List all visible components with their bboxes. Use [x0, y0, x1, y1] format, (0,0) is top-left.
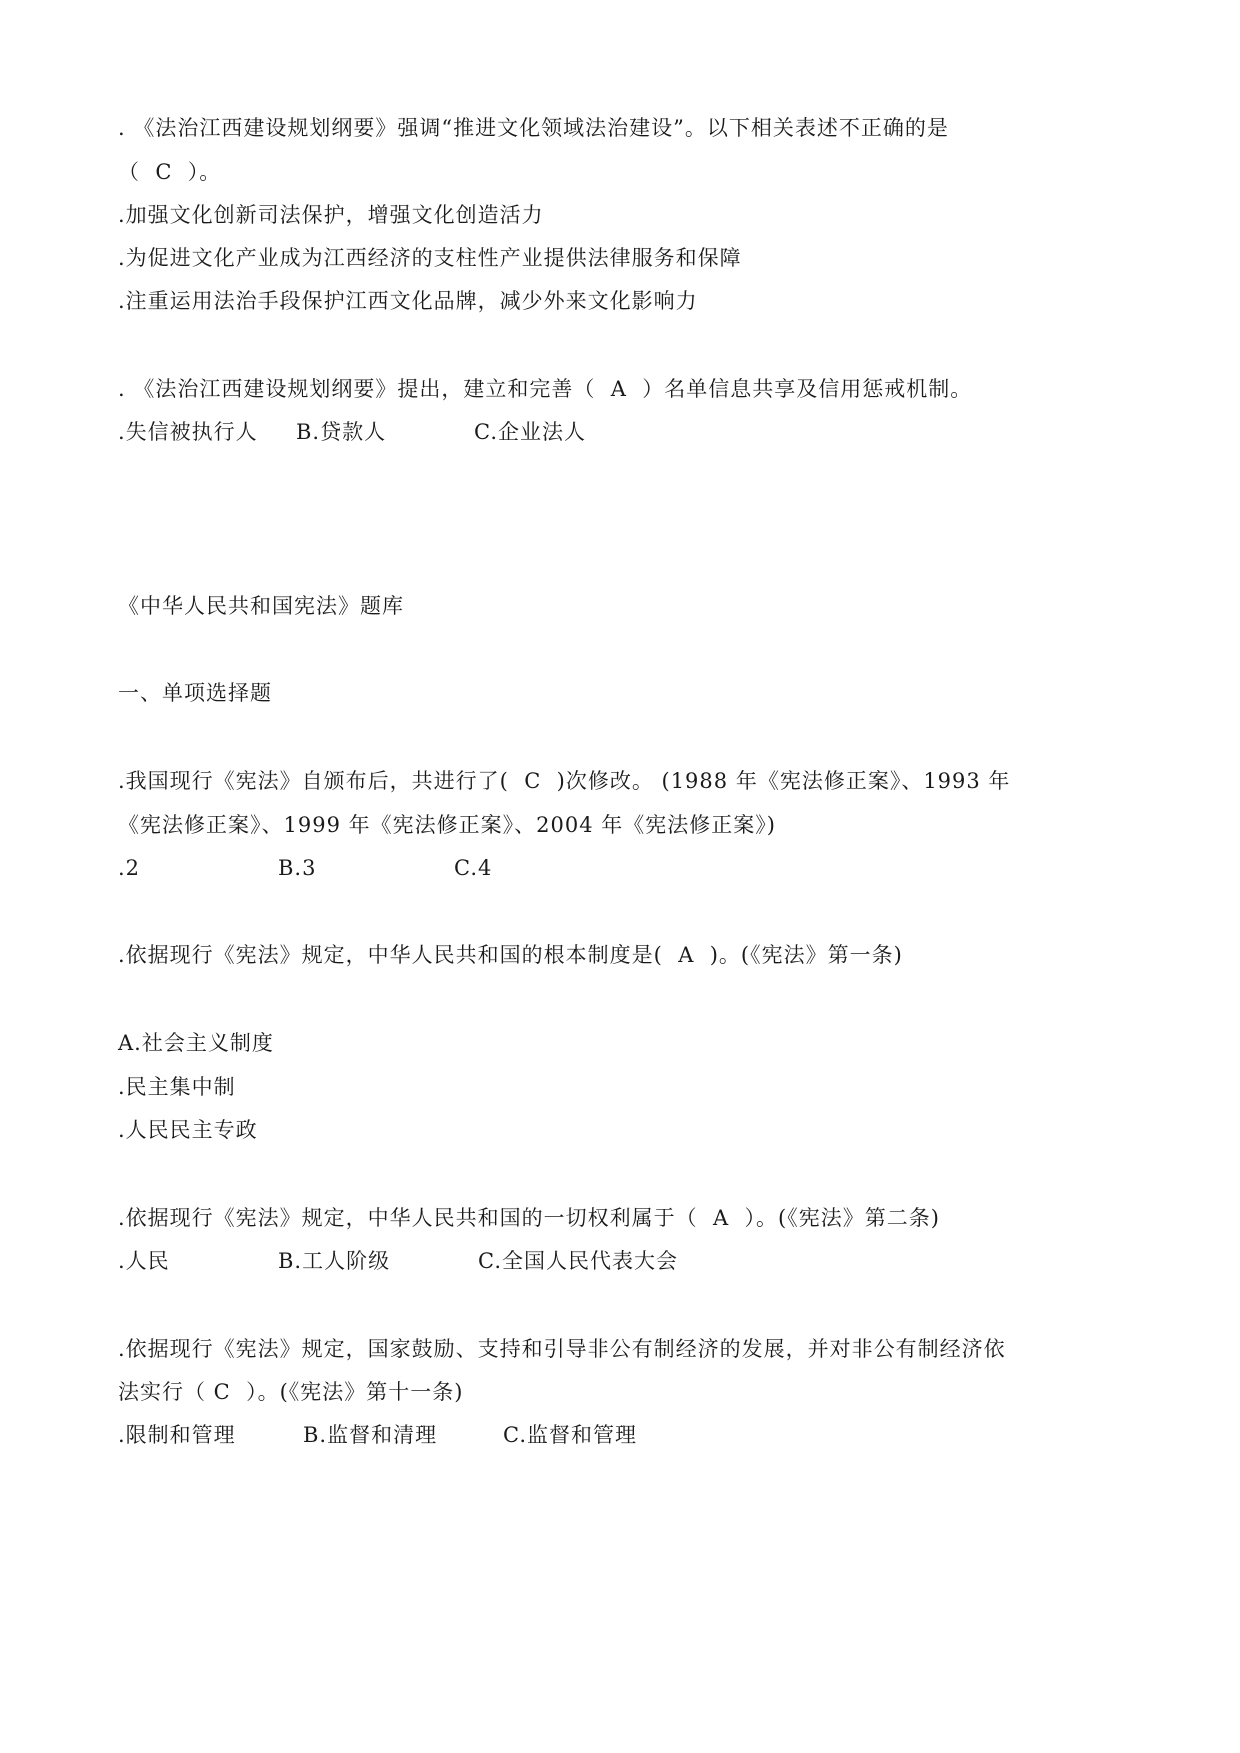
answer-option: .2	[118, 856, 141, 880]
question-stem-line: .依据现行《宪法》规定，国家鼓励、支持和引导非公有制经济的发展，并对非公有制经济依	[118, 1337, 1006, 1361]
answer-option: .注重运用法治手段保护江西文化品牌，减少外来文化影响力	[118, 289, 698, 313]
answer-option: .民主集中制	[118, 1075, 236, 1099]
answer-option: C.全国人民代表大会	[478, 1249, 678, 1273]
question-stem: .依据现行《宪法》规定，中华人民共和国的一切权利属于（ A ）。(《宪法》第二条)	[118, 1206, 940, 1230]
question-stem: . 《法治江西建设规划纲要》提出，建立和完善（ A ）名单信息共享及信用惩戒机制。	[118, 377, 973, 401]
question-stem-line: .我国现行《宪法》自颁布后，共进行了( C )次修改。 (1988 年《宪法修正案》、1993 年	[118, 769, 1011, 793]
subsection-title: 一、单项选择题	[118, 681, 272, 705]
answer-option: .加强文化创新司法保护，增强文化创造活力	[118, 203, 544, 227]
question-stem-line: 《宪法修正案》、1999 年《宪法修正案》、2004 年《宪法修正案》)	[118, 813, 776, 837]
answer-option: B.监督和清理	[303, 1423, 438, 1447]
answer-option: C.企业法人	[474, 420, 586, 444]
answer-option: .人民民主专政	[118, 1118, 258, 1142]
question-stem-line: 法实行（ C ）。(《宪法》第十一条)	[118, 1380, 464, 1404]
answer-option: .人民	[118, 1249, 170, 1273]
question-stem-line: （ C ）。	[118, 160, 222, 184]
answer-option: .限制和管理	[118, 1423, 236, 1447]
section-title: 《中华人民共和国宪法》题库	[118, 594, 404, 618]
answer-option: C.4	[454, 856, 493, 880]
answer-option: B.3	[278, 856, 317, 880]
answer-option: B.工人阶级	[278, 1249, 391, 1273]
question-stem-line: . 《法治江西建设规划纲要》强调“推进文化领域法治建设”。以下相关表述不正确的是	[118, 116, 949, 140]
answer-option: .失信被执行人	[118, 420, 258, 444]
answer-option: C.监督和管理	[503, 1423, 637, 1447]
answer-option: A.社会主义制度	[118, 1031, 274, 1055]
question-stem: .依据现行《宪法》规定，中华人民共和国的根本制度是( A )。(《宪法》第一条)	[118, 943, 903, 967]
answer-option: .为促进文化产业成为江西经济的支柱性产业提供法律服务和保障	[118, 246, 742, 270]
answer-option: B.贷款人	[296, 420, 387, 444]
